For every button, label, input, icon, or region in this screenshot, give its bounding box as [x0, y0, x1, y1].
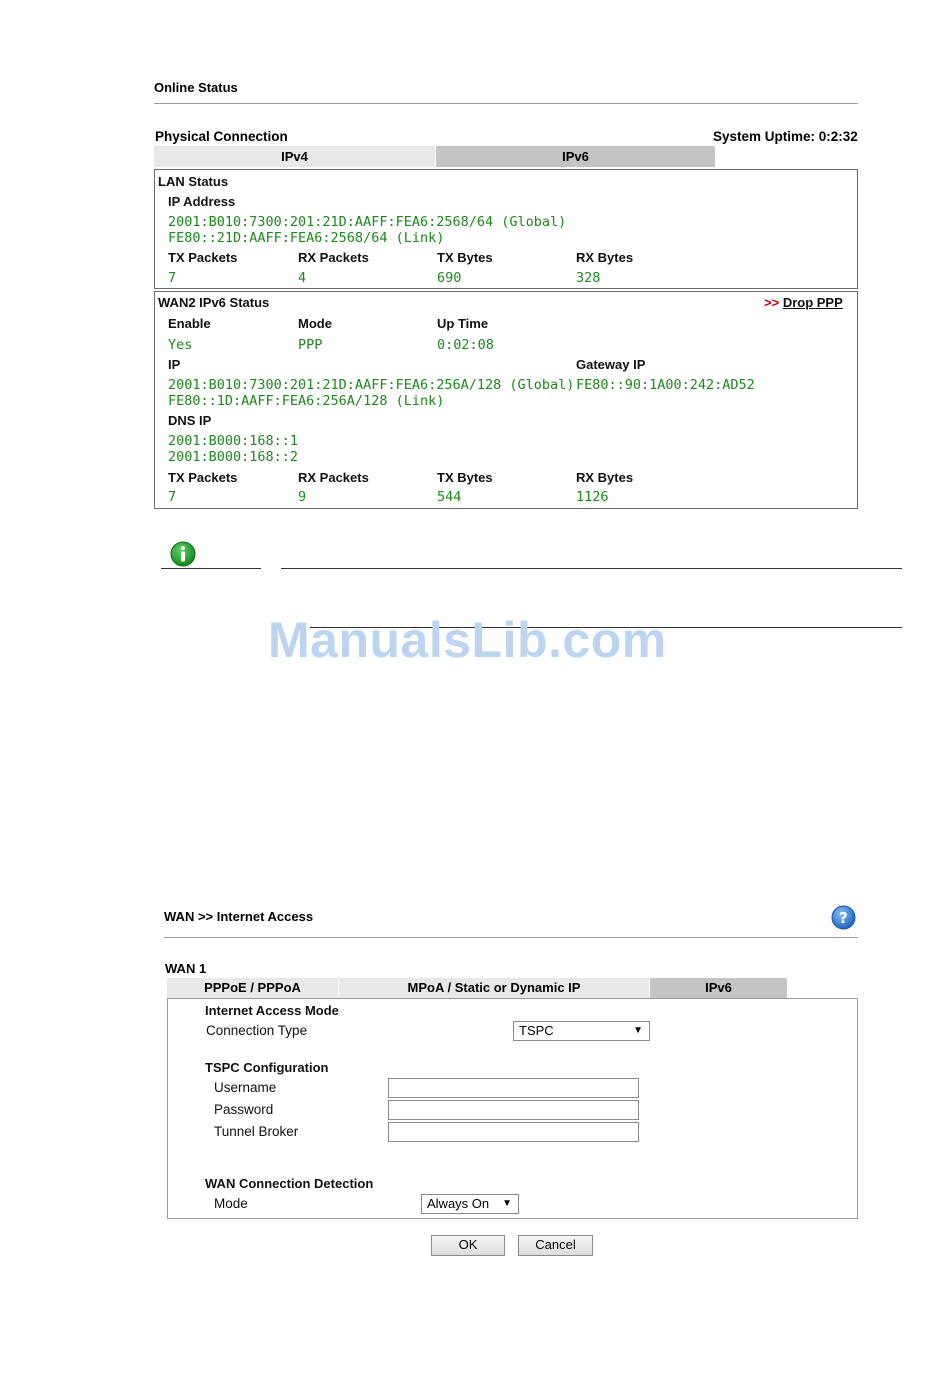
lan-rx-bytes-label: RX Bytes [576, 250, 634, 265]
wan2-rx-packets-value: 9 [298, 489, 307, 505]
lan-tx-bytes-value: 690 [437, 270, 462, 286]
username-label: Username [214, 1080, 277, 1095]
wan2-ip-global: 2001:B010:7300:201:21D:AAFF:FEA6:256A/128 (Global) [168, 377, 575, 393]
chevron-down-icon: ▼ [633, 1025, 643, 1036]
chevron-down-icon: ▼ [502, 1198, 512, 1209]
lan-ip-address-label: IP Address [168, 194, 236, 209]
connection-type-value: TSPC [519, 1023, 554, 1038]
drop-ppp-link[interactable] [764, 295, 843, 310]
physical-connection-label: Physical Connection [155, 129, 288, 144]
detection-mode-select[interactable] [421, 1194, 519, 1214]
drop-ppp-label[interactable]: Drop PPP [782, 295, 843, 310]
connection-type-label: Connection Type [206, 1023, 308, 1038]
tab-pppoe[interactable]: PPPoE / PPPoA [167, 978, 338, 998]
ok-button[interactable]: OK [431, 1235, 505, 1256]
dns-ip-label: DNS IP [168, 413, 212, 428]
page-title: Online Status [154, 80, 238, 95]
up-time-label: Up Time [437, 316, 489, 331]
note-divider-short [161, 568, 261, 569]
wan2-ip-label: IP [168, 357, 181, 372]
lan-rx-packets-label: RX Packets [298, 250, 369, 265]
lan-rx-packets-value: 4 [298, 270, 307, 286]
up-time-value: 0:02:08 [437, 337, 494, 353]
detection-mode-label: Mode [214, 1196, 248, 1211]
note-divider-long [281, 568, 902, 569]
wan2-rx-bytes-label: RX Bytes [576, 470, 634, 485]
wan2-rx-packets-label: RX Packets [298, 470, 369, 485]
username-input[interactable] [388, 1078, 639, 1098]
tspc-config-title: TSPC Configuration [205, 1060, 329, 1075]
enable-value: Yes [168, 337, 193, 353]
wan2-status-title: WAN2 IPv6 Status [158, 295, 270, 310]
tunnel-broker-label: Tunnel Broker [214, 1124, 299, 1139]
lan-tx-packets-label: TX Packets [168, 250, 238, 265]
wan-label: WAN 1 [165, 961, 207, 976]
dns-ip-2: 2001:B000:168::2 [168, 449, 299, 465]
password-label: Password [214, 1102, 274, 1117]
tab-ipv6-config[interactable]: IPv6 [650, 978, 787, 998]
lan-ip-global: 2001:B010:7300:201:21D:AAFF:FEA6:2568/64 (Global) [168, 214, 567, 230]
tab-mpoa[interactable]: MPoA / Static or Dynamic IP [339, 978, 649, 998]
dns-ip-1: 2001:B000:168::1 [168, 433, 299, 449]
gateway-ip-value: FE80::90:1A00:242:AD52 [576, 377, 755, 393]
lan-status-title: LAN Status [158, 174, 229, 189]
enable-label: Enable [168, 316, 211, 331]
lan-tx-bytes-label: TX Bytes [437, 250, 493, 265]
tab-ipv6[interactable]: IPv6 [436, 146, 715, 167]
wan-detection-title: WAN Connection Detection [205, 1176, 374, 1191]
gateway-ip-label: Gateway IP [576, 357, 646, 372]
wan2-tx-packets-label: TX Packets [168, 470, 238, 485]
tab-ipv4[interactable]: IPv4 [154, 146, 435, 167]
drop-arrow: >> [764, 295, 780, 310]
system-uptime: System Uptime: 0:2:32 [713, 129, 858, 144]
internet-access-mode-title: Internet Access Mode [205, 1003, 339, 1018]
password-input[interactable] [388, 1100, 639, 1120]
tunnel-broker-input[interactable] [388, 1122, 639, 1142]
svg-text:?: ? [839, 909, 848, 927]
detection-mode-value: Always On [427, 1196, 490, 1211]
lan-ip-link: FE80::21D:AAFF:FEA6:2568/64 (Link) [168, 230, 445, 246]
wan2-tx-bytes-value: 544 [437, 489, 462, 505]
wan2-tx-bytes-label: TX Bytes [437, 470, 493, 485]
wan2-tx-packets-value: 7 [168, 489, 177, 505]
mode-value: PPP [298, 337, 323, 353]
lan-tx-packets-value: 7 [168, 270, 177, 286]
lan-rx-bytes-value: 328 [576, 270, 601, 286]
mode-label: Mode [298, 316, 332, 331]
connection-type-select[interactable] [513, 1021, 650, 1041]
wan2-ip-link: FE80::1D:AAFF:FEA6:256A/128 (Link) [168, 393, 445, 409]
breadcrumb: WAN >> Internet Access [164, 909, 314, 924]
info-icon [170, 541, 196, 567]
title-divider [154, 103, 858, 104]
breadcrumb-divider [164, 937, 858, 938]
cancel-button[interactable]: Cancel [518, 1235, 593, 1256]
watermark: ManualsLib.com [268, 612, 667, 668]
help-icon[interactable] [831, 905, 856, 930]
wan2-rx-bytes-value: 1126 [576, 489, 609, 505]
